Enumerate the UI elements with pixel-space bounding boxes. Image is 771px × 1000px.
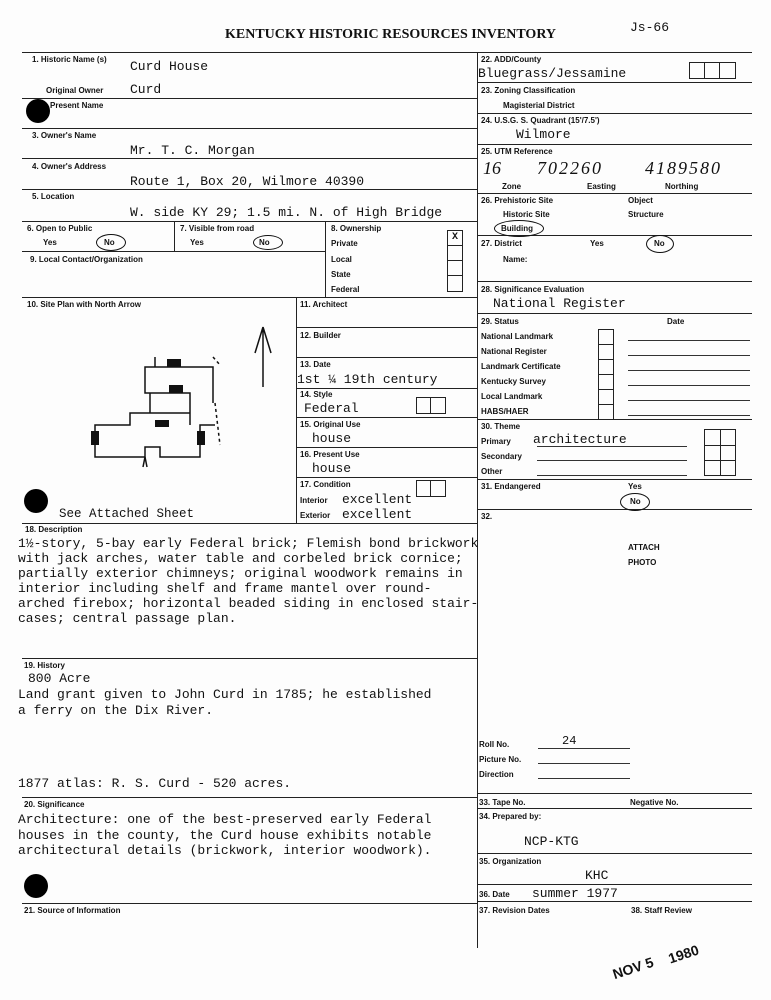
significance-label: 20. Significance <box>24 800 85 809</box>
source-label: 21. Source of Information <box>24 906 121 915</box>
significance-eval-value: National Register <box>493 296 626 311</box>
divider <box>174 221 175 251</box>
status-checkbox[interactable] <box>598 389 614 405</box>
status-date-line <box>628 370 750 371</box>
district-yes: Yes <box>590 239 604 248</box>
exterior-label: Exterior <box>300 511 331 520</box>
utm-label: 25. UTM Reference <box>481 147 553 156</box>
original-use-value: house <box>312 431 352 446</box>
history-insert: 800 Acre <box>28 671 91 686</box>
quadrant-value: Wilmore <box>516 127 571 142</box>
form-title: KENTUCKY HISTORIC RESOURCES INVENTORY <box>225 27 557 42</box>
date-value: 1st ¼ 19th century <box>297 372 438 387</box>
direction-label: Direction <box>479 770 514 779</box>
description-line: partially exterior chimneys; original woodwork remains in <box>18 566 463 581</box>
revision-dates-label: 37. Revision Dates <box>479 906 550 915</box>
district-name-label: Name: <box>503 255 528 264</box>
checkbox-state[interactable] <box>447 260 463 276</box>
divider <box>296 447 477 448</box>
prehistoric-site-label: 26. Prehistoric Site <box>481 196 554 205</box>
condition-label: 17. Condition <box>300 480 351 489</box>
fill-line <box>537 475 687 476</box>
fill-line <box>538 763 630 764</box>
status-checkbox[interactable] <box>598 344 614 360</box>
photo-label: PHOTO <box>628 558 657 567</box>
county-label: 22. ADD/County <box>481 55 542 64</box>
style-label: 14. Style <box>300 390 333 399</box>
divider <box>477 884 752 885</box>
description-line: cases; central passage plan. <box>18 611 237 626</box>
divider <box>477 193 752 194</box>
status-checkbox[interactable] <box>598 374 614 390</box>
site-plan-label: 10. Site Plan with North Arrow <box>27 300 141 309</box>
divider <box>296 297 297 523</box>
historic-name-value: Curd House <box>130 59 209 74</box>
checkbox-local[interactable] <box>447 245 463 261</box>
divider <box>22 98 477 99</box>
divider <box>22 52 752 53</box>
status-checkbox[interactable] <box>598 404 614 420</box>
significance-line: architectural details (brickwork, interior woodwork). <box>18 843 432 858</box>
divider <box>22 158 477 159</box>
divider <box>22 128 477 129</box>
utm-northing: 4189580 <box>645 158 722 178</box>
attach-label: ATTACH <box>628 543 660 552</box>
checkbox-private[interactable]: X <box>447 230 463 246</box>
description-line: interior including shelf and frame mantel over round- <box>18 581 432 596</box>
ownership-federal: Federal <box>331 285 360 294</box>
received-stamp-year: 1980 <box>666 941 701 967</box>
condition-code-box[interactable] <box>416 480 431 497</box>
prepared-by-value: NCP-KTG <box>524 834 579 849</box>
divider <box>22 523 477 524</box>
significance-eval-label: 28. Significance Evaluation <box>481 285 585 294</box>
divider <box>22 903 477 904</box>
divider <box>22 297 477 298</box>
history-text <box>18 687 431 718</box>
divider <box>22 189 477 190</box>
site-plan-note: See Attached Sheet <box>59 507 195 521</box>
location-value: W. side KY 29; 1.5 mi. N. of High Bridge <box>130 205 443 220</box>
present-name-label: Present Name <box>50 101 104 110</box>
negative-label: Negative No. <box>630 798 679 807</box>
divider <box>477 281 752 282</box>
status-checkbox[interactable] <box>598 359 614 375</box>
endangered-yes: Yes <box>628 482 642 491</box>
builder-label: 12. Builder <box>300 331 341 340</box>
divider <box>477 509 752 510</box>
significance-line: houses in the county, the Curd house exhibits notable <box>18 827 432 843</box>
magisterial-district-label: Magisterial District <box>503 101 575 110</box>
theme-primary-value: architecture <box>533 432 627 447</box>
owner-address-value: Route 1, Box 20, Wilmore 40390 <box>130 174 365 189</box>
circle-mark <box>494 220 544 237</box>
visible-road-label: 7. Visible from road <box>180 224 255 233</box>
divider <box>477 313 752 314</box>
status-date-line <box>628 340 750 341</box>
received-stamp-date: NOV 5 <box>610 953 656 983</box>
fill-line <box>537 460 687 461</box>
architect-label: 11. Architect <box>300 300 348 309</box>
divider <box>477 419 752 420</box>
significance-text <box>18 812 431 859</box>
owner-name-value: Mr. T. C. Morgan <box>130 143 255 158</box>
staff-review-label: 38. Staff Review <box>631 906 692 915</box>
history-line: a ferry on the Dix River. <box>18 702 214 718</box>
date-prepared-label: 36. Date <box>479 890 510 899</box>
county-code-box[interactable] <box>689 62 705 79</box>
binder-hole <box>24 489 48 513</box>
historic-name-label: 1. Historic Name (s) <box>32 55 107 64</box>
roll-label: Roll No. <box>479 740 510 749</box>
status-item: Landmark Certificate <box>481 362 561 371</box>
owner-name-label: 3. Owner's Name <box>32 131 97 140</box>
present-use-value: house <box>312 461 352 476</box>
date-label: 13. Date <box>300 360 331 369</box>
divider <box>477 793 752 794</box>
divider <box>22 221 477 222</box>
site-plan-sketch <box>85 315 285 475</box>
status-date-line <box>628 400 750 401</box>
northing-label: Northing <box>665 182 699 191</box>
divider <box>22 658 477 659</box>
open-no: No <box>104 238 115 247</box>
divider <box>296 417 477 418</box>
divider <box>477 901 752 902</box>
divider <box>477 144 752 145</box>
divider <box>477 52 478 948</box>
divider <box>22 797 477 798</box>
ownership-local: Local <box>331 255 352 264</box>
utm-zone: 16 <box>483 158 501 178</box>
divider <box>477 113 752 114</box>
status-item: National Register <box>481 347 547 356</box>
status-date-line <box>628 355 750 356</box>
utm-easting: 702260 <box>537 158 603 178</box>
prepared-by-label: 34. Prepared by: <box>479 812 542 821</box>
circle-mark <box>646 235 674 253</box>
divider <box>477 479 752 480</box>
fill-line <box>537 446 687 447</box>
field-32-label: 32. <box>481 512 493 521</box>
divider <box>296 388 477 389</box>
interior-value: excellent <box>342 492 413 507</box>
status-date-line <box>628 385 750 386</box>
divider <box>296 327 477 328</box>
condition-code-box[interactable] <box>430 480 446 497</box>
divider <box>477 82 752 83</box>
description-label: 18. Description <box>25 525 83 534</box>
divider <box>477 808 752 809</box>
structure-label: Structure <box>628 210 664 219</box>
county-code-box[interactable] <box>704 62 720 79</box>
organization-value: KHC <box>585 868 609 883</box>
divider <box>22 251 325 252</box>
status-label: 29. Status <box>481 317 519 326</box>
checkbox-federal[interactable] <box>447 275 463 292</box>
exterior-value: excellent <box>342 507 413 522</box>
owner-address-label: 4. Owner's Address <box>32 162 107 171</box>
original-owner-label: Original Owner <box>46 86 104 95</box>
object-label: Object <box>628 196 653 205</box>
history-atlas: 1877 atlas: R. S. Curd - 520 acres. <box>18 776 292 791</box>
open-yes: Yes <box>43 238 57 247</box>
form-id: Js-66 <box>630 20 670 35</box>
visible-yes: Yes <box>190 238 204 247</box>
picture-label: Picture No. <box>479 755 522 764</box>
district-label: 27. District <box>481 239 522 248</box>
theme-secondary-label: Secondary <box>481 452 522 461</box>
description-text <box>18 536 478 626</box>
original-owner-value: Curd <box>130 82 162 97</box>
theme-primary-label: Primary <box>481 437 511 446</box>
location-label: 5. Location <box>32 192 75 201</box>
status-checkbox[interactable] <box>598 329 614 345</box>
present-use-label: 16. Present Use <box>300 450 360 459</box>
organization-label: 35. Organization <box>479 857 542 866</box>
circle-mark <box>620 493 650 511</box>
status-date-line <box>628 415 750 416</box>
fill-line <box>538 778 630 779</box>
history-line: Land grant given to John Curd in 1785; he established <box>18 687 432 702</box>
divider <box>296 357 477 358</box>
district-no: No <box>654 239 665 248</box>
ownership-state: State <box>331 270 351 279</box>
significance-line: Architecture: one of the best-preserved early Federal <box>18 812 432 827</box>
easting-label: Easting <box>587 182 616 191</box>
status-item: HABS/HAER <box>481 407 529 416</box>
theme-label: 30. Theme <box>481 422 521 431</box>
roll-value: 24 <box>562 734 577 748</box>
description-line: 1½-story, 5-bay early Federal brick; Flemish bond brickwork <box>18 536 479 551</box>
status-item: National Landmark <box>481 332 554 341</box>
binder-hole <box>26 99 50 123</box>
status-item: Local Landmark <box>481 392 543 401</box>
binder-hole <box>24 874 48 898</box>
endangered-no: No <box>630 497 641 506</box>
ownership-label: 8. Ownership <box>331 224 382 233</box>
history-label: 19. History <box>24 661 65 670</box>
style-code-box[interactable] <box>430 397 446 414</box>
visible-no: No <box>259 238 270 247</box>
quadrant-label: 24. U.S.G. S. Quadrant (15'/7.5') <box>481 116 600 125</box>
tape-label: 33. Tape No. <box>479 798 526 807</box>
status-date-label: Date <box>667 317 685 326</box>
zoning-label: 23. Zoning Classification <box>481 86 576 95</box>
style-code-box[interactable] <box>416 397 431 414</box>
circle-mark <box>96 234 126 251</box>
theme-code-grid[interactable] <box>704 429 736 476</box>
theme-other-label: Other <box>481 467 503 476</box>
endangered-label: 31. Endangered <box>481 482 541 491</box>
date-prepared-value: summer 1977 <box>532 886 618 901</box>
ownership-private: Private <box>331 239 358 248</box>
historic-site-label: Historic Site <box>503 210 550 219</box>
county-code-box[interactable] <box>719 62 736 79</box>
local-contact-label: 9. Local Contact/Organization <box>30 255 143 264</box>
building-label: Building <box>501 224 533 233</box>
style-value: Federal <box>304 401 359 416</box>
fill-line <box>538 748 630 749</box>
zone-label: Zone <box>502 182 522 191</box>
circle-mark <box>253 235 283 250</box>
county-value: Bluegrass/Jessamine <box>478 66 627 81</box>
description-line: arched firebox; horizontal beaded siding in enclosed stair- <box>18 596 479 611</box>
description-line: with jack arches, water table and corbeled brick cornice; <box>18 551 463 566</box>
open-to-public-label: 6. Open to Public <box>27 224 93 233</box>
divider <box>296 477 477 478</box>
divider <box>477 853 752 854</box>
status-item: Kentucky Survey <box>481 377 546 386</box>
interior-label: Interior <box>300 496 328 505</box>
original-use-label: 15. Original Use <box>300 420 361 429</box>
divider <box>325 221 326 297</box>
